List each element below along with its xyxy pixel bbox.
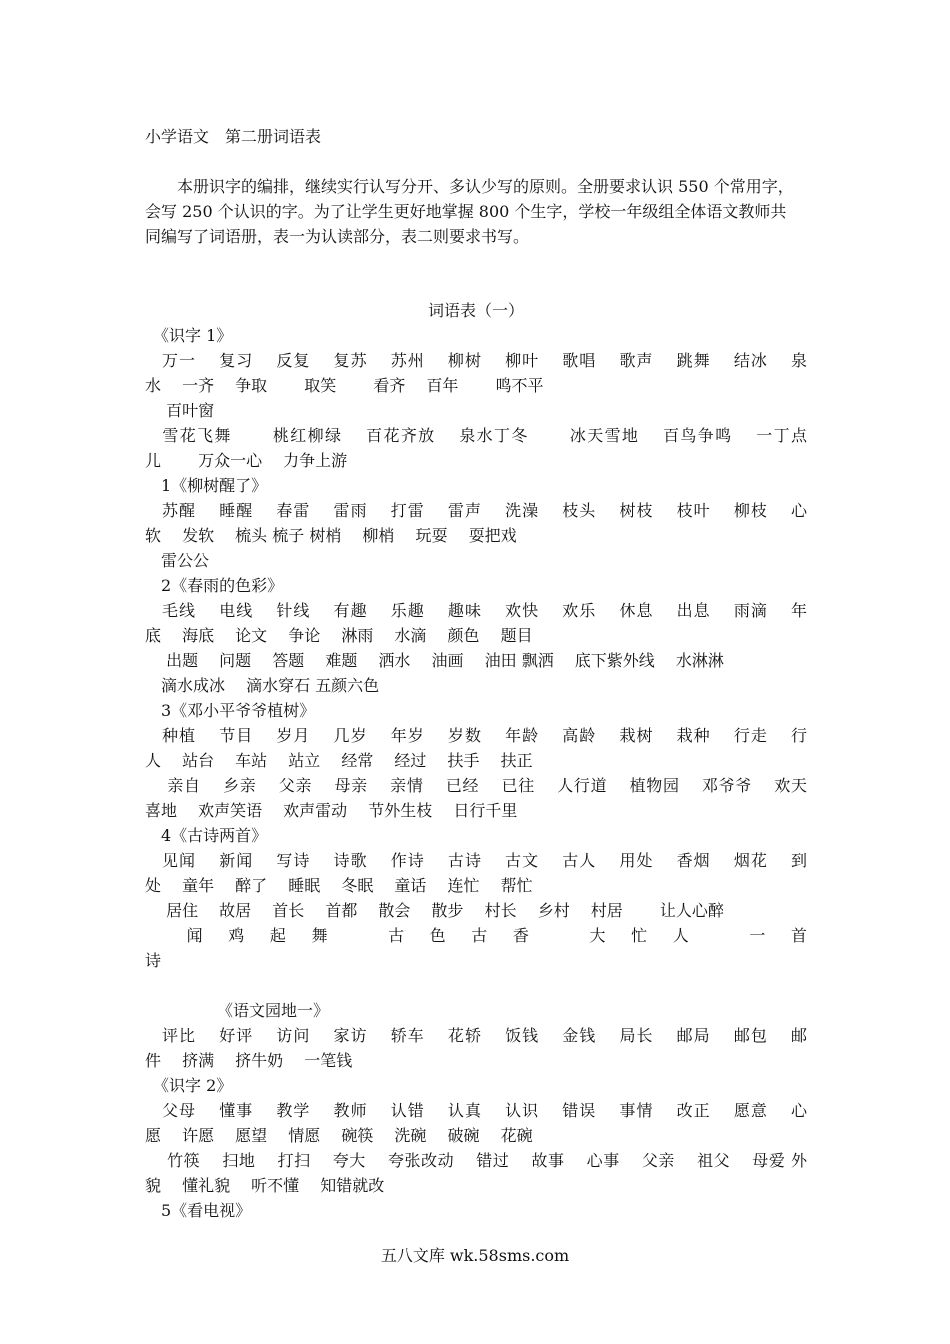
word-line: 儿 万众一心 力争上游 bbox=[145, 451, 348, 470]
table-title: 词语表（一） bbox=[427, 301, 524, 320]
word-line: 居住 故居 首长 首都 散会 散步 村长 乡村 村居 让人心醉 bbox=[145, 901, 724, 920]
word-line: 评比 好评 访问 家访 轿车 花轿 饭钱 金钱 局长 邮局 邮包 邮 bbox=[145, 1026, 807, 1045]
section-heading: 4《古诗两首》 bbox=[145, 826, 268, 845]
word-line: 见闻 新闻 写诗 诗歌 作诗 古诗 古文 古人 用处 香烟 烟花 到 bbox=[145, 851, 807, 870]
word-line: 水 一齐 争取 取笑 看齐 百年 鸣不平 bbox=[145, 376, 544, 395]
word-line: 人 站台 车站 站立 经常 经过 扶手 扶正 bbox=[145, 751, 533, 770]
section-heading: 《识字 1》 bbox=[145, 326, 233, 345]
section-heading: 1《柳树醒了》 bbox=[145, 476, 268, 495]
word-line: 百叶窗 bbox=[145, 401, 215, 420]
word-line: 雷公公 bbox=[145, 551, 210, 570]
word-line: 万一 复习 反复 复苏 苏州 柳树 柳叶 歌唱 歌声 跳舞 结冰 泉 bbox=[145, 351, 807, 370]
intro-line: 本册识字的编排，继续实行认写分开、多认少写的原则。全册要求认识 550 个常用字， bbox=[145, 177, 794, 196]
word-line: 件 挤满 挤牛奶 一笔钱 bbox=[145, 1051, 353, 1070]
section-heading: 3《邓小平爷爷植树》 bbox=[145, 701, 316, 720]
word-line: 出题 问题 答题 难题 洒水 油画 油田 飘洒 底下紫外线 水淋淋 bbox=[145, 651, 724, 670]
word-line: 亲自 乡亲 父亲 母亲 亲情 已经 已往 人行道 植物园 邓爷爷 欢天 bbox=[145, 776, 807, 795]
word-line: 闻 鸡 起 舞 古 色 古 香 大 忙 人 一 首 bbox=[145, 926, 807, 945]
word-line: 软 发软 梳头 梳子 树梢 柳梢 玩耍 耍把戏 bbox=[145, 526, 517, 545]
word-line: 苏醒 睡醒 春雷 雷雨 打雷 雷声 洗澡 枝头 树枝 枝叶 柳枝 心 bbox=[145, 501, 807, 520]
section-heading: 2《春雨的色彩》 bbox=[145, 576, 284, 595]
word-line: 滴水成冰 滴水穿石 五颜六色 bbox=[145, 676, 380, 695]
word-line: 诗 bbox=[145, 951, 162, 970]
section-heading: 《识字 2》 bbox=[145, 1076, 233, 1095]
word-line: 竹筷 扫地 打扫 夸大 夸张改动 错过 故事 心事 父亲 祖父 母爱 外 bbox=[145, 1151, 807, 1170]
document-title: 小学语文 第二册词语表 bbox=[145, 127, 322, 146]
word-line: 父母 懂事 教学 教师 认错 认真 认识 错误 事情 改正 愿意 心 bbox=[145, 1101, 807, 1120]
section-heading: 5《看电视》 bbox=[145, 1201, 252, 1220]
word-line: 毛线 电线 针线 有趣 乐趣 趣味 欢快 欢乐 休息 出息 雨滴 年 bbox=[145, 601, 807, 620]
intro-line: 同编写了词语册，表一为认读部分，表二则要求书写。 bbox=[145, 227, 530, 246]
word-line: 雪花飞舞 桃红柳绿 百花齐放 泉水丁冬 冰天雪地 百鸟争鸣 一丁点 bbox=[145, 426, 807, 445]
word-line: 愿 许愿 愿望 情愿 碗筷 洗碗 破碗 花碗 bbox=[145, 1126, 533, 1145]
word-line: 种植 节目 岁月 几岁 年岁 岁数 年龄 高龄 栽树 栽种 行走 行 bbox=[145, 726, 807, 745]
intro-line: 会写 250 个认识的字。为了让学生更好地掌握 800 个生字，学校一年级组全体语文教师共 bbox=[145, 202, 787, 221]
word-line: 处 童年 醉了 睡眠 冬眠 童话 连忙 帮忙 bbox=[145, 876, 533, 895]
footer-watermark: 五八文库 wk.58sms.com bbox=[380, 1246, 570, 1265]
section-heading: 《语文园地一》 bbox=[145, 1001, 330, 1020]
word-line: 底 海底 论文 争论 淋雨 水滴 颜色 题目 bbox=[145, 626, 533, 645]
word-line: 貌 懂礼貌 听不懂 知错就改 bbox=[145, 1176, 385, 1195]
word-line: 喜地 欢声笑语 欢声雷动 节外生枝 日行千里 bbox=[145, 801, 518, 820]
